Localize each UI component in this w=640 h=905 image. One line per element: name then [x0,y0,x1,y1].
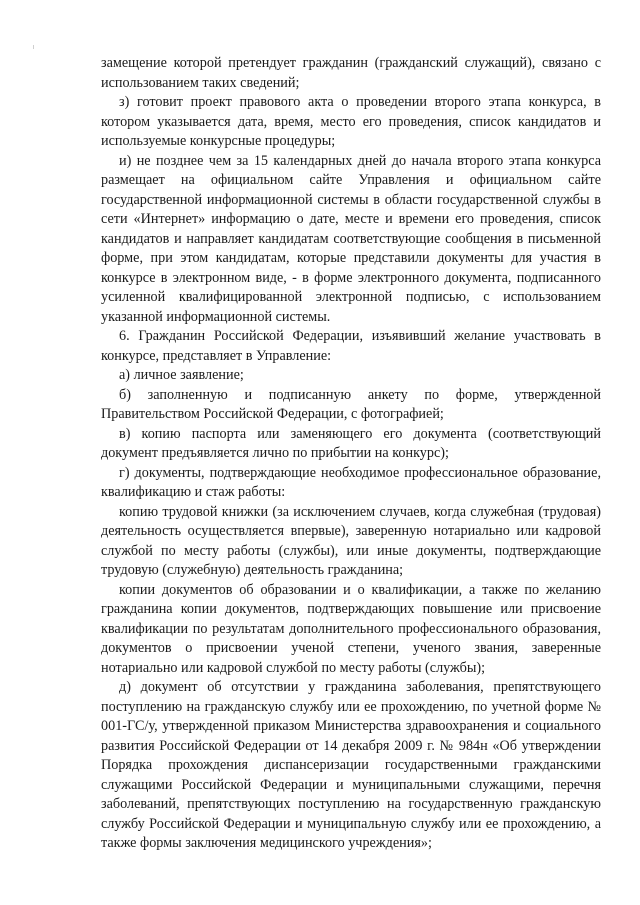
paragraph-item-z: з) готовит проект правового акта о проведении второго этапа конкурса, в котором указывается дата, время, место его проведения, список кандидатов и используемые конкурсные процедуры; [101,94,601,149]
paragraph-employment-book: копию трудовой книжки (за исключением случаев, когда служебная (трудовая) деятельность осуществляется впервые), заверенную нотариально или кадровой службой по месту работы (службы), или иные документы, подтверждающие трудовую (служебную) деятельность гражданина; [101,503,601,578]
paragraph-item-v: в) копию паспорта или заменяющего его документа (соответствующий документ предъявляется лично по прибытии на конкурс); [101,425,601,461]
paragraph-education-docs: копии документов об образовании и о квалификации, а также по желанию гражданина копии документов, подтверждающих повышение или присвоение квалификации по результатам дополнительного профессионального образования, документов о присвоении ученой степени, ученого звания, заверенные нотариально или кадровой службой по месту работы (службы); [101,581,601,676]
scan-artifact [33,45,34,49]
paragraph-section-6: 6. Гражданин Российской Федерации, изъявивший желание участвовать в конкурсе, представляет в Управление: [101,328,601,364]
paragraph-item-a: а) личное заявление; [119,367,244,383]
paragraph-continuation: замещение которой претендует гражданин (гражданский служащий), связано с использованием таких сведений; [101,55,601,91]
paragraph-item-i: и) не позднее чем за 15 календарных дней до начала второго этапа конкурса размещает на официальном сайте Управления и официальном сайте государственной информационной системы в области государственной службы в сети «Интернет» информацию о дате, месте и времени его проведения, список кандидатов и направляет кандидатам соответствующие сообщения в письменной форме, при этом кандидатам, которые представили документы для участия в конкурсе в электронном виде, - в форме электронного документа, подписанного усиленной квалифицированной электронной подписью, с использованием указанной информационной системы. [101,152,601,325]
document-body [101,54,601,854]
paragraph-item-d: д) документ об отсутствии у гражданина заболевания, препятствующего поступлению на гражданскую службу или ее прохождению, по учетной форме № 001-ГС/у, утвержденной приказом Министерства здравоохранения и социального развития Российской Федерации от 14 декабря 2009 г. № 984н «Об утверждении Порядка прохождения диспансеризации государственными гражданскими служащими Российской Федерации и муниципальными служащими, перечня заболеваний, препятствующих поступлению на государственную гражданскую службу Российской Федерации и муниципальную службу или ее прохождению, а также формы заключения медицинского учреждения»; [101,679,601,851]
paragraph-item-g: г) документы, подтверждающие необходимое профессиональное образование, квалификацию и стаж работы: [101,464,601,500]
paragraph-item-b: б) заполненную и подписанную анкету по форме, утвержденной Правительством Российской Федерации, с фотографией; [101,386,601,422]
